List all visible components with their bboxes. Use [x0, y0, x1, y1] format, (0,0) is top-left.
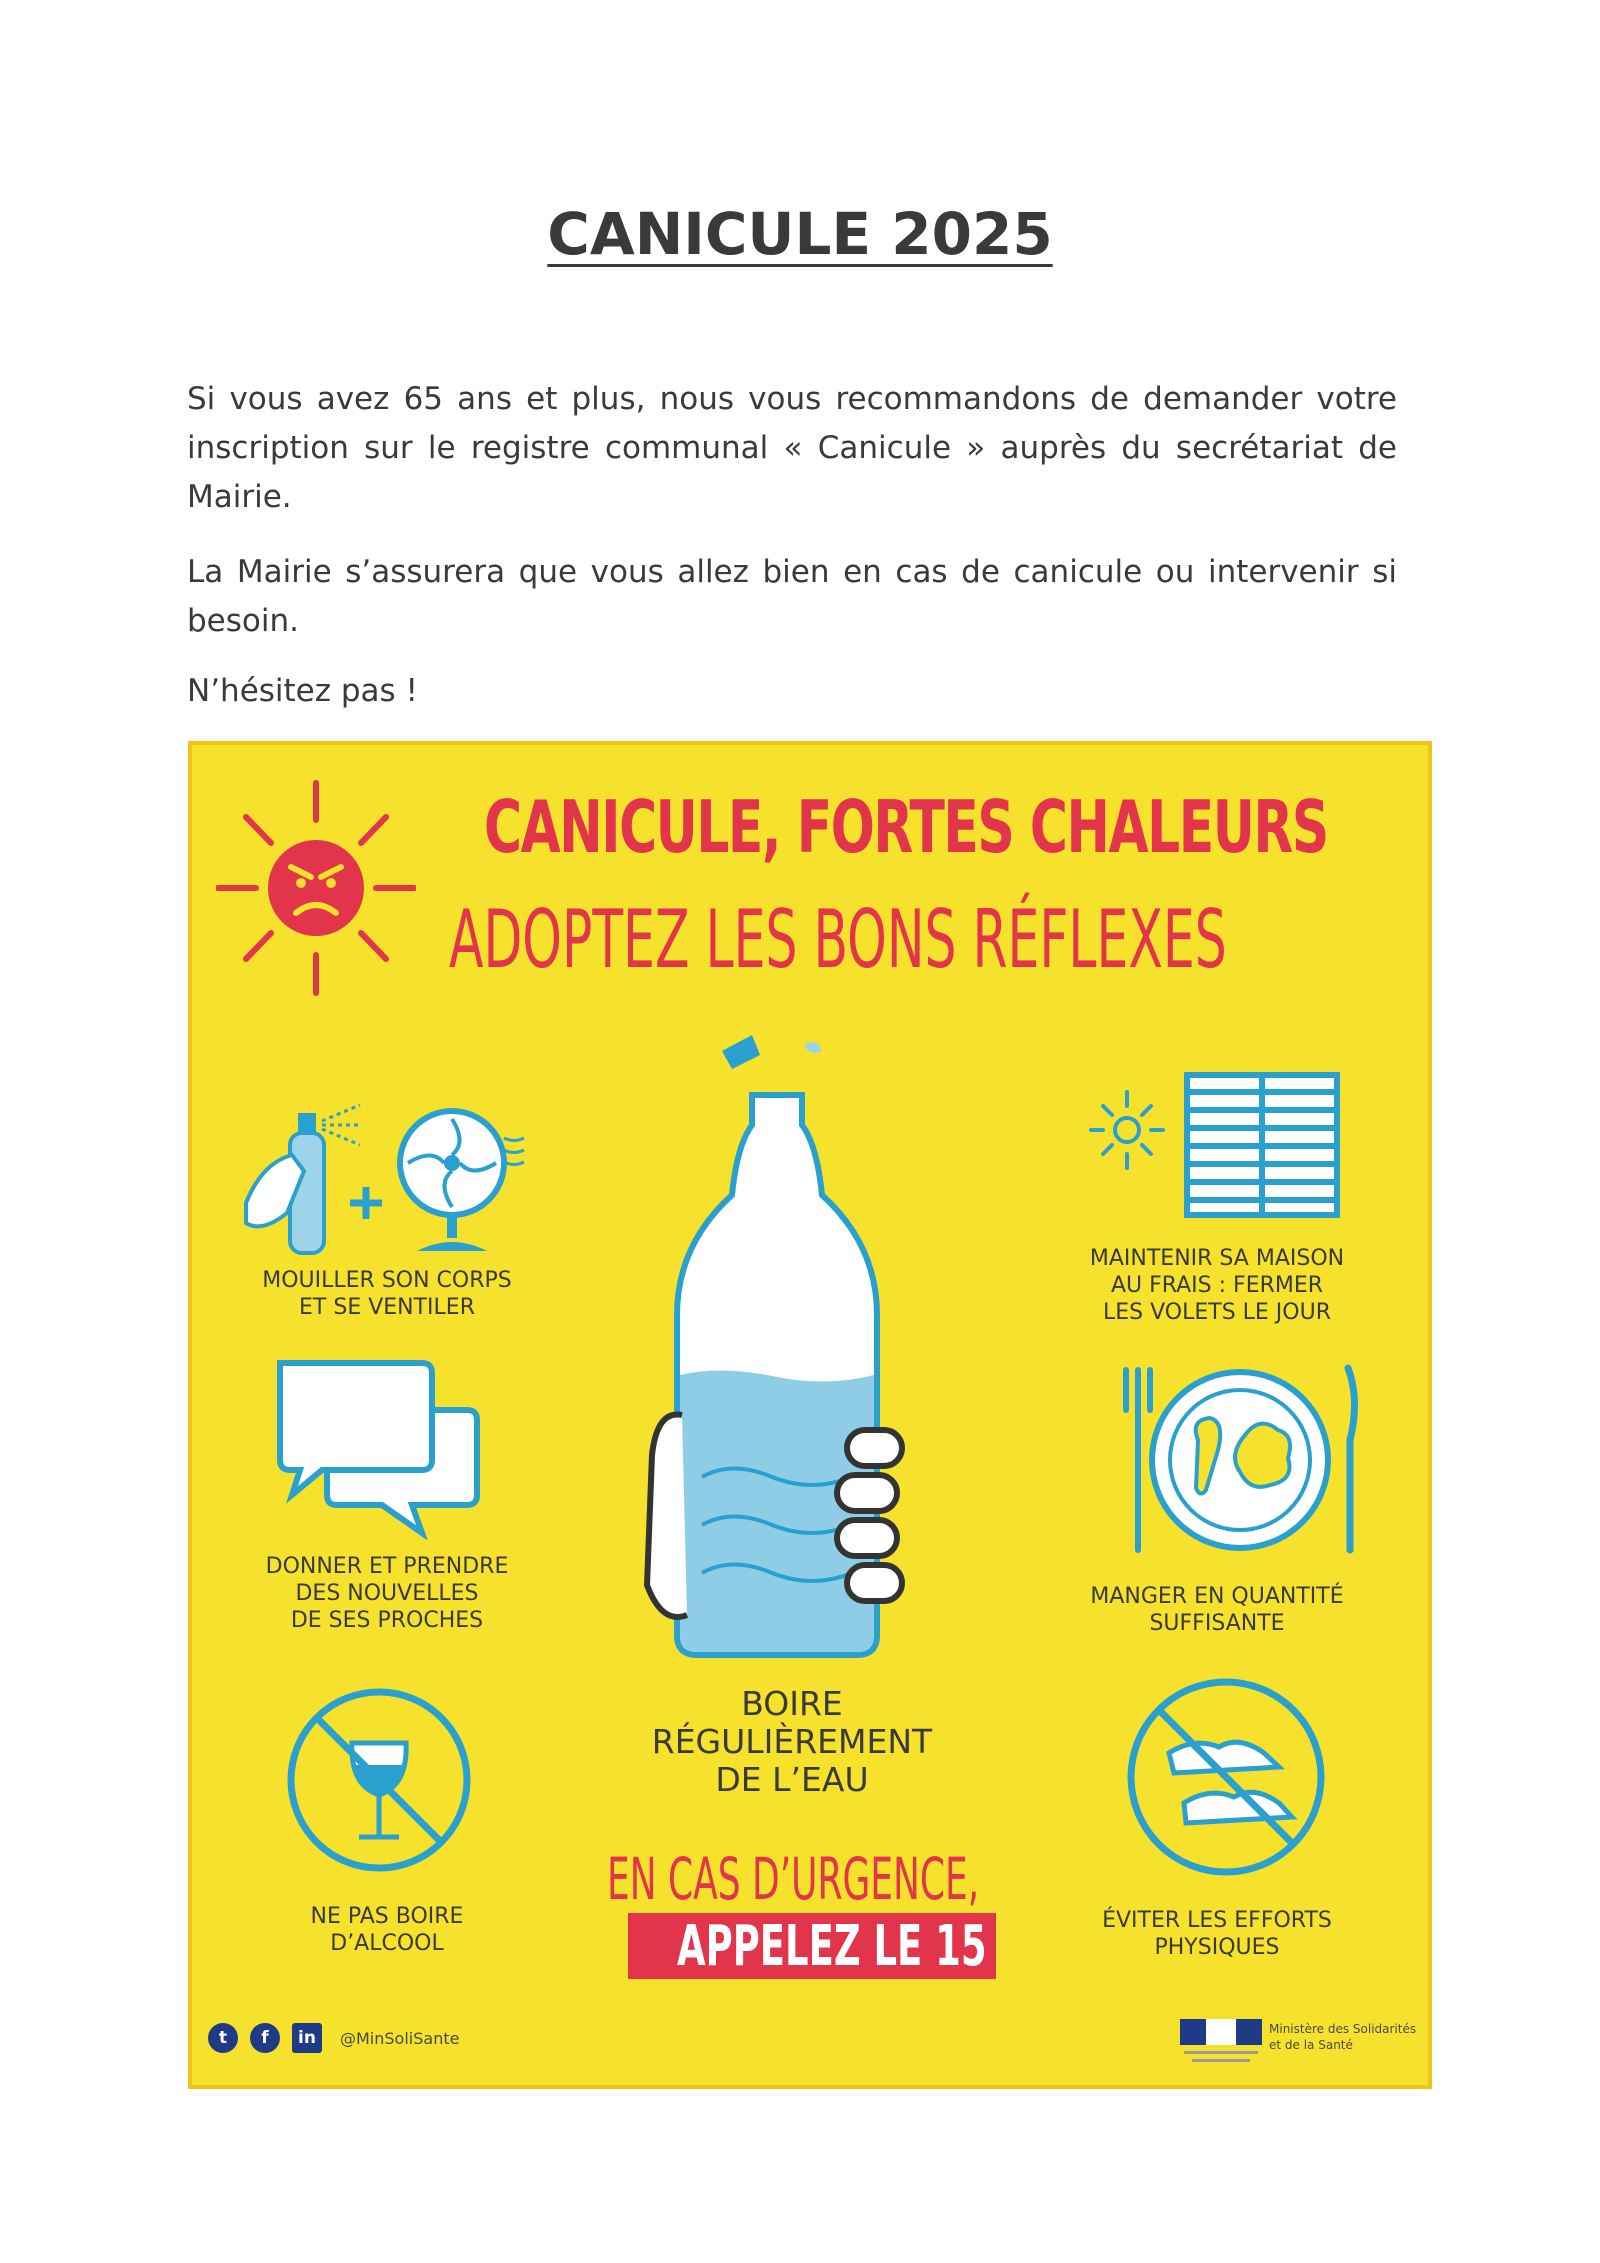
tip-no-alcohol-label: NE PAS BOIRE D’ALCOOL: [310, 1904, 464, 1956]
no-effort-icon: [1124, 1675, 1329, 1880]
paragraph-hesitate: N’hésitez pas !: [187, 673, 418, 709]
tip-wet-body-label: MOUILLER SON CORPS ET SE VENTILER: [262, 1268, 512, 1320]
tip-drink-label: BOIRE RÉGULIÈREMENT DE L’EAU: [651, 1684, 933, 1799]
document-title: [0, 200, 1600, 268]
paragraph-registration: Si vous avez 65 ans et plus, nous vous recommandons de demander votre inscription sur le registre communal « Canicule » auprès du secrétariat de Mairie.: [187, 381, 1397, 515]
spray-and-fan-icon: [242, 1093, 532, 1258]
no-alcohol-icon: [284, 1685, 474, 1875]
ministry-name: Ministère des Solidarités et de la Santé: [1269, 2022, 1417, 2052]
urgency-line: EN CAS D’URGENCE,: [607, 1845, 980, 1913]
tip-eat-label: MANGER EN QUANTITÉ SUFFISANTE: [1090, 1584, 1344, 1636]
water-bottle-icon: [642, 1015, 942, 1665]
angry-sun-icon: [216, 765, 416, 1015]
urgency-call-text: APPELEZ LE 15: [677, 1914, 987, 1979]
tip-no-effort-label: ÉVITER LES EFFORTS PHYSIQUES: [1102, 1908, 1332, 1960]
document-title-text: CANICULE 2025: [547, 200, 1053, 268]
speech-bubbles-icon: [272, 1355, 482, 1540]
sun-and-shutters-icon: [1087, 1070, 1347, 1220]
plate-meal-icon: [1110, 1360, 1370, 1560]
paragraph-mairie: La Mairie s’assurera que vous allez bien en cas de canicule ou intervenir si besoin.: [187, 554, 1397, 639]
social-handle: @MinSoliSante: [340, 2028, 460, 2048]
heatwave-poster: [188, 741, 1432, 2089]
social-bar: [208, 2023, 459, 2053]
poster-title-line1: CANICULE, FORTES CHALEURS: [484, 785, 1328, 869]
tip-keep-cool-label: MAINTENIR SA MAISON AU FRAIS : FERMER LES VOLETS LE JOUR: [1089, 1246, 1345, 1325]
poster-title-line2: ADOPTEZ LES BONS RÉFLEXES: [449, 893, 1227, 986]
facebook-icon: f: [250, 2023, 280, 2053]
tip-news-label: DONNER ET PRENDRE DES NOUVELLES DE SES PROCHES: [265, 1554, 509, 1633]
twitter-icon: t: [208, 2023, 238, 2053]
republique-francaise-logo: [1180, 2017, 1262, 2067]
linkedin-icon: in: [292, 2023, 322, 2053]
